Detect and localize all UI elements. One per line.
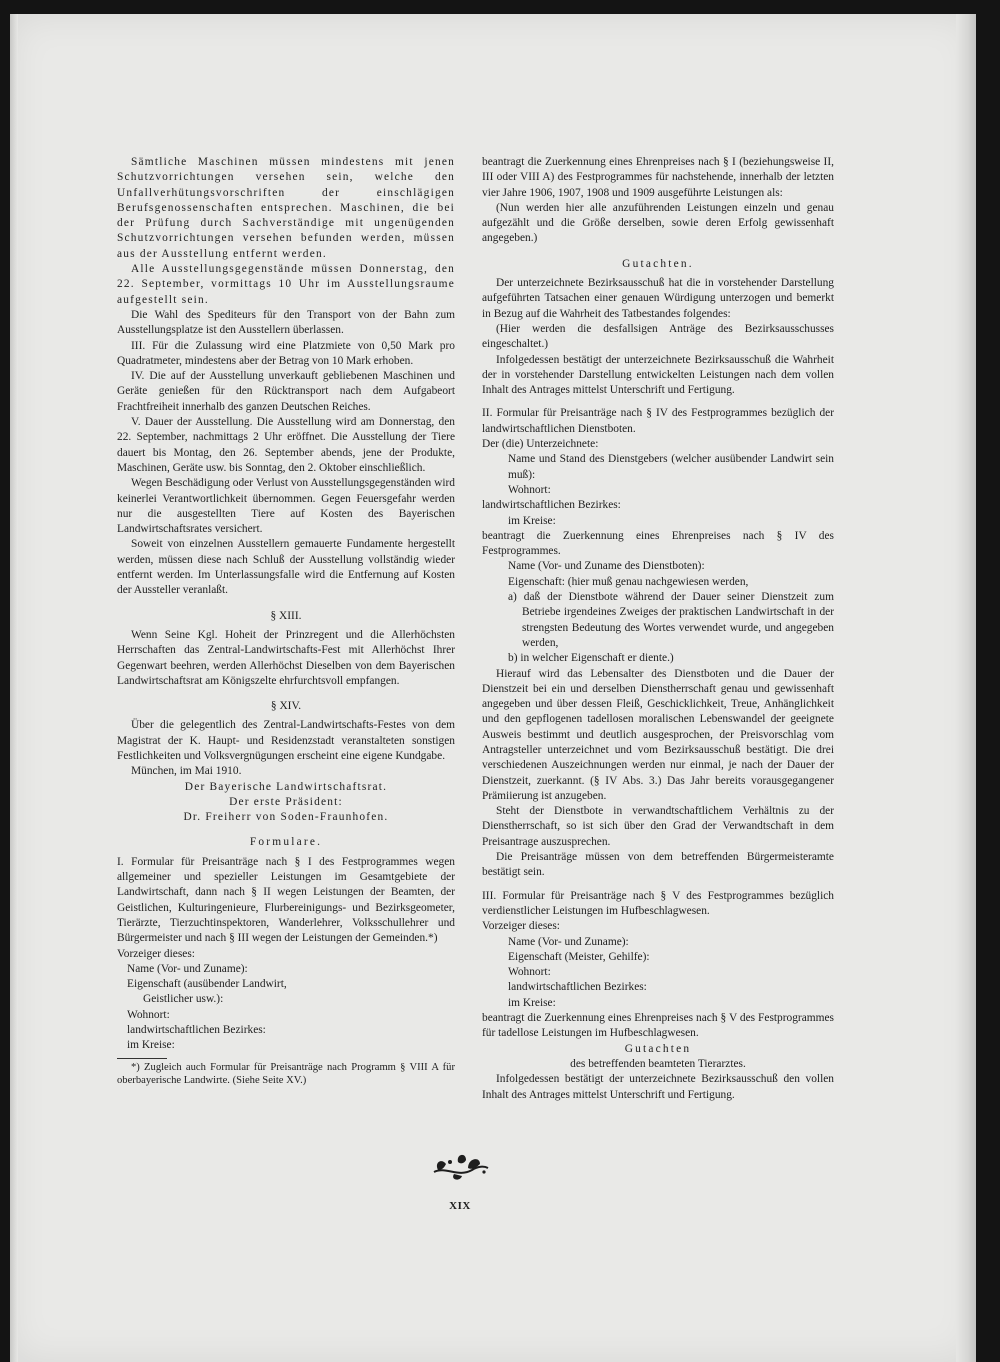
form-field-label: landwirtschaftlichen Bezirkes: xyxy=(482,499,621,512)
left-column xyxy=(117,155,455,1088)
form-field-label: landwirtschaftlichen Bezirkes: xyxy=(127,1024,266,1037)
right-para: Der unterzeichnete Bezirksausschuß hat die in vorstehender Darstellung aufgeführten Tatsachen einer genauen Würdigung unterzogen und bemerkt in Bezug auf die Wahrheit des Tatbestandes folgendes: xyxy=(482,277,834,320)
form-field-label: landwirtschaftlichen Bezirkes: xyxy=(508,981,647,994)
page-number: XIX xyxy=(449,1200,471,1212)
form-field-label: Vorzeiger dieses: xyxy=(482,920,560,933)
left-para: IV. Die auf der Ausstellung unverkauft gebliebenen Maschinen und Geräte genießen für den Rücktransport nach dem Aufgabeort Frachtfreiheit innerhalb des ganzen Deutschen Reiches. xyxy=(117,370,455,413)
right-para: (Hier werden die desfallsigen Anträge des Bezirksausschusses eingeschaltet.) xyxy=(482,322,834,351)
right-para: (Nun werden hier alle anzuführenden Leistungen einzeln und genau aufgezählt und die Größe derselben, sowie deren Erfolg gewissenhaft angegeben.) xyxy=(482,201,834,245)
form-field-label: Eigenschaft: (hier muß genau nachgewiesen werden, xyxy=(508,575,749,588)
form-field-label: Eigenschaft (ausübender Landwirt, xyxy=(127,978,287,991)
right-para: Die Preisanträge müssen von dem betreffenden Bürgermeisteramte bestätigt sein. xyxy=(482,851,834,879)
form-field-label: Wohnort: xyxy=(127,1008,170,1021)
right-para: beantragt die Zuerkennung eines Ehrenpreises nach § V des Festprogrammes für tadellose Leistungen im Hufbeschlagwesen. xyxy=(482,1012,834,1040)
signatory-title: Der erste Präsident: xyxy=(229,795,343,808)
left-para: Soweit von einzelnen Ausstellern gemauerte Fundamente hergestellt werden, müssen diese nach Schluß der Ausstellung vollständig wieder entfernt werden. Im Unterlassungsfalle wird die Entfernung auf Kosten der Aussteller veranlaßt. xyxy=(117,538,455,597)
left-para: III. Für die Zulassung wird eine Platzmiete von 0,50 Mark pro Quadratmeter, mindestens aber der Betrag von 10 Mark erhoben. xyxy=(117,339,455,367)
left-para: Wegen Beschädigung oder Verlust von Ausstellungsgegenständen wird keinerlei Verantwortlichkeit übernommen. Gegen Feuersgefahr werden nur die ausgestellten Tiere auf Kosten des Bayerischen Landwirtschaftsrates versichert. xyxy=(117,477,455,536)
form-field-label: im Kreise: xyxy=(508,514,556,527)
left-para: Die Wahl des Spediteurs für den Transport von der Bahn zum Ausstellungsplatze ist den Ausstellern überlassen. xyxy=(117,308,455,337)
right-para: Hierauf wird das Lebensalter des Dienstboten und die Dauer der Dienstzeit bei ein und derselben Dienstherrschaft genau und gewissenhaft angegeben und über dessen Fleiß, Geschicklichkeit, Treue, Anhänglichkeit und den gepflogenen tadellosen moralischen Lebenswandel der geeignete Ausweis bestimmt und deutlich ausgesprochen, der Preisvorschlag vom Antragsteller unterzeichnet und vom Bezirksausschuß bestätigt. Die drei verschiedenen Auszeichnungen werden nur einmal, je nach der Dauer der Dienstzeit, zuerkannt. (§ IV Abs. 3.) Das Jahr bereits vorausgegangener Prämiierung ist anzugeben. xyxy=(482,667,834,802)
form-field-label: Name und Stand des Dienstgebers (welcher ausübender Landwirt sein muß): xyxy=(508,453,834,481)
form-field-label: Name (Vor- und Zuname): xyxy=(508,935,629,948)
section-heading-xiv: § XIV. xyxy=(270,700,302,713)
form-field-label: Vorzeiger dieses: xyxy=(117,947,195,960)
list-item-a: a) daß der Dienstbote während der Dauer seiner Dienstzeit zum Betriebe irgendeines Zweiges der praktischen Landwirtschaft in der strengsten Bedeutung des Wortes verwendet wurde, und angegeben werden, xyxy=(508,591,834,649)
form-field-label: Wohnort: xyxy=(508,483,551,496)
signatory-org: Der Bayerische Landwirtschaftsrat. xyxy=(184,780,388,793)
footnote-rule xyxy=(117,1058,167,1059)
section-heading-xiii: § XIII. xyxy=(270,609,302,622)
left-para: Wenn Seine Kgl. Hoheit der Prinzregent und die Allerhöchsten Herrschaften das Zentral-Landwirtschafts-Fest mit Allerhöchst Ihrer Gegenwart beehren, werden Allerhöchst Dieselben von dem Bayerischen Landwirtschaftsrat am Königszelte ehrfurchtsvoll empfangen. xyxy=(117,628,455,687)
form-field-label: Wohnort: xyxy=(508,966,551,979)
right-column xyxy=(482,155,834,1103)
right-para: Infolgedessen bestätigt der unterzeichnete Bezirksausschuß den vollen Inhalt des Antrages mittelst Unterschrift und Fertigung. xyxy=(482,1073,834,1101)
form-field-label: im Kreise: xyxy=(127,1039,175,1052)
gutachten-heading: Gutachten. xyxy=(622,257,694,270)
left-para: Über die gelegentlich des Zentral-Landwirtschafts-Festes von dem Magistrat der K. Haupt- und Residenzstadt veranstalteten sonstigen Festlichkeiten und Volksvergnügungen erscheint eine eigene Kundgabe. xyxy=(117,719,455,762)
form-iii-title: III. Formular für Preisanträge nach § V des Festprogrammes bezüglich verdienstlicher Leistungen im Hufbeschlagwesen. xyxy=(482,889,834,917)
formulare-heading: Formulare. xyxy=(249,836,323,849)
right-para: Infolgedessen bestätigt der unterzeichnete Bezirksausschuß die Wahrheit der in vorstehender Darstellung entwickelten Leistungen nach dem vollen Inhalt des Antrages mittelst Unterschrift und Fertigung. xyxy=(482,353,834,397)
page-edge-left xyxy=(10,14,18,1362)
list-item-b: b) in welcher Eigenschaft er diente.) xyxy=(508,652,674,665)
form-field-label: Name (Vor- und Zuname des Dienstboten): xyxy=(508,560,705,573)
right-para: beantragt die Zuerkennung eines Ehrenpreises nach § I (beziehungsweise II, III oder VIII A) des Festprogrammes für nachstehende, innerhalb der letzten vier Jahre 1906, 1907, 1908 und 1909 ausgeführte Leistungen als: xyxy=(482,156,834,199)
right-para: beantragt die Zuerkennung eines Ehrenpreises nach § IV des Festprogrammes. xyxy=(482,529,834,558)
gutachten-heading-2: Gutachten xyxy=(624,1042,692,1055)
gutachten-subheading: des betreffenden beamteten Tierarztes. xyxy=(570,1057,746,1070)
left-para: V. Dauer der Ausstellung. Die Ausstellung wird am Donnerstag, den 22. September, nachmittags 2 Uhr eröffnet. Die Ausstellung der Tiere dauert bis Montag, den 26. September abends, jene der Produkte, Maschinen, Geräte usw. bis Sonntag, den 2. Oktober einschließlich. xyxy=(117,416,455,474)
form-field-label: Geistlicher usw.): xyxy=(143,993,224,1006)
form-field-label: Der (die) Unterzeichnete: xyxy=(482,438,599,451)
place-date-line: München, im Mai 1910. xyxy=(131,765,242,778)
left-para: Sämtliche Maschinen müssen mindestens mit jenen Schutzvorrichtungen versehen sein, welche den Unfallverhütungsvorschriften der einschlägigen Berufsgenossenschaften entsprechen. Maschinen, die bei der Prüfung durch Sachverständige mit ungenügenden Schutzvorrichtungen versehen befunden werden, müssen aus der Ausstellung entfernt werden. xyxy=(117,156,455,260)
form-field-label: im Kreise: xyxy=(508,996,556,1009)
left-para: Alle Ausstellungsgegenstände müssen Donnerstag, den 22. September, vormittags 10 Uhr im Ausstellungsraume aufgestellt sein. xyxy=(117,263,455,306)
footnote: *) Zugleich auch Formular für Preisanträge nach Programm § VIII A für oberbayerische Landwirte. (Siehe Seite XV.) xyxy=(117,1061,455,1087)
form-ii-title: II. Formular für Preisanträge nach § IV des Festprogrammes bezüglich der landwirtschaftlichen Dienstboten. xyxy=(482,407,834,435)
floral-vignette-icon xyxy=(428,1148,492,1182)
signatory-name: Dr. Freiherr von Soden-Fraunhofen. xyxy=(183,811,389,824)
form-field-label: Eigenschaft (Meister, Gehilfe): xyxy=(508,950,650,963)
right-para: Steht der Dienstbote in verwandtschaftlichem Verhältnis zu der Dienstherrschaft, so ist sich über den Grad der Verwandtschaft in dem Preisantrage auszusprechen. xyxy=(482,805,834,848)
binding-edge xyxy=(956,14,976,1362)
form-i-title: I. Formular für Preisanträge nach § I des Festprogrammes wegen allgemeiner und spezieller Leistungen im Gesamtgebiete der Landwirtschaft, dann nach § II wegen Leistungen der Beamten, der Geistlichen, Kulturingenieure, Flurbereinigungs- und Bezirksgeometer, Tierärzte, Tierzuchtinspektoren, Wanderlehrer, Volksschullehrer und Bürgermeister und nach § III wegen der Leistungen der Gemeinden.*) xyxy=(117,855,455,945)
form-field-label: Name (Vor- und Zuname): xyxy=(127,962,248,975)
